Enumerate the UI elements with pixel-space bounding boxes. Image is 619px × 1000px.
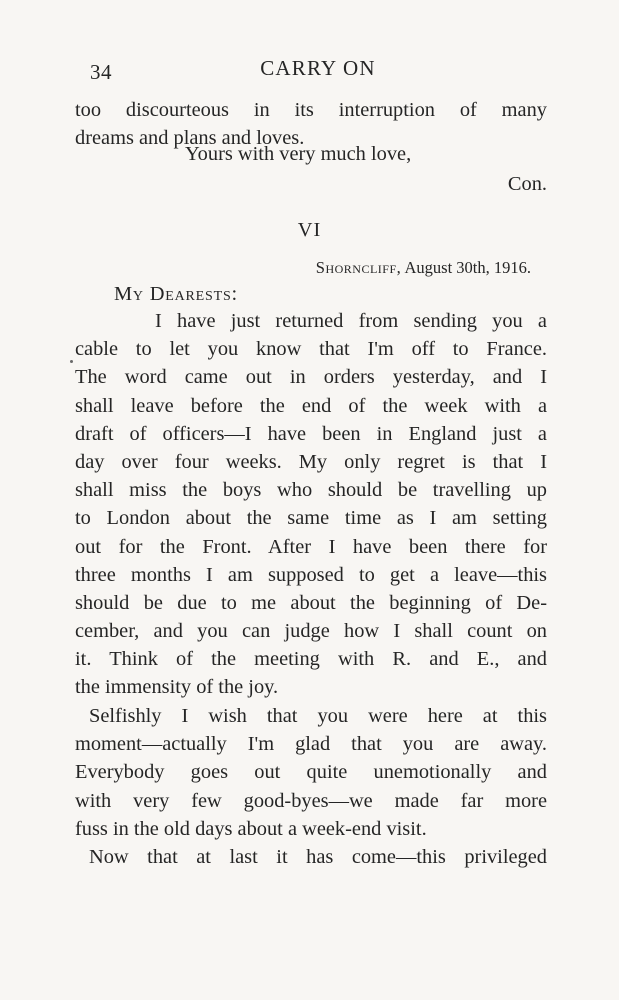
margin-mark <box>70 360 73 363</box>
text-line: fuss in the old days about a week-end visit. <box>75 817 427 840</box>
text-line: cember, and you can judge how I shall count on <box>75 620 547 643</box>
paragraph-3 <box>75 843 547 871</box>
text-line: should be due to me about the beginning of De- <box>75 591 547 614</box>
text-line: shall miss the boys who should be travelling up <box>75 479 547 502</box>
text-line: moment—actually I'm glad that you are away. <box>75 733 547 756</box>
text-line: three months I am supposed to get a leave—this <box>75 563 547 586</box>
letter-closing: Yours with very much love, <box>185 143 412 165</box>
text-line: The word came out in orders yesterday, and I <box>75 366 547 389</box>
paragraph-1 <box>75 307 547 702</box>
dateline-place: Shorncliff, <box>315 258 402 277</box>
text-line: Now that at last it has come—this privileged <box>89 846 547 868</box>
text-line: day over four weeks. My only regret is that I <box>75 450 547 473</box>
text-line: shall leave before the end of the week with a <box>75 394 547 417</box>
text-line: draft of officers—I have been in England just a <box>75 422 547 445</box>
text-line: out for the Front. After I have been there for <box>75 535 547 558</box>
paragraph-2 <box>75 702 547 843</box>
letter-signature: Con. <box>507 173 547 195</box>
dateline-date: August 30th, 1916. <box>404 258 531 277</box>
text-line: Everybody goes out quite unemotionally and <box>75 761 547 784</box>
running-title: CARRY ON <box>260 56 376 80</box>
text-line: it. Think of the meeting with R. and E., and <box>75 648 547 671</box>
page-number: 34 <box>90 60 112 84</box>
text-line: Selfishly I wish that you were here at this <box>89 705 547 727</box>
text-line: too discourteous in its interruption of many <box>75 99 547 121</box>
dateline <box>316 258 531 278</box>
text-line: the immensity of the joy. <box>75 676 279 699</box>
text-line: cable to let you know that I'm off to France. <box>75 338 547 361</box>
text-line: with very few good-byes—we made far more <box>75 789 547 812</box>
text-line: to London about the same time as I am setting <box>75 507 547 530</box>
section-number: VI <box>297 219 322 241</box>
text-line: dreams and plans and loves. <box>75 127 305 150</box>
text-line: I have just returned from sending you a <box>155 310 547 332</box>
salutation: My Dearests: <box>114 283 239 305</box>
page-header <box>90 56 546 86</box>
